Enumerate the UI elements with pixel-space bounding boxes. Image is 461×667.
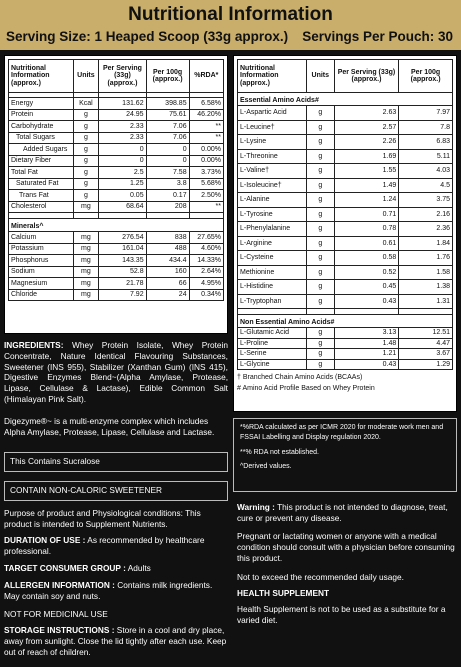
digezyme-text: Digezyme®~ is a multi-enzyme complex which includes Alpha Amylase, Protease, Lipase, Cellulase and Lactase. [4, 416, 215, 437]
nutrition-body [9, 93, 224, 301]
row-value: 2.16 [399, 207, 453, 222]
table-row [238, 135, 453, 150]
table-row [238, 222, 453, 237]
row-value: 0.61 [334, 236, 399, 251]
row-value: 434.4 [146, 255, 189, 267]
row-value: 7.06 [146, 121, 189, 133]
row-value: 4.47 [399, 338, 453, 349]
row-value: 46.20% [189, 109, 223, 121]
col-header: Per Serving (33g) (approx.) [99, 60, 146, 93]
row-value: 1.48 [334, 338, 399, 349]
row-value: 1.24 [334, 193, 399, 208]
row-value: 0.05 [99, 190, 146, 202]
row-value: 3.8 [146, 178, 189, 190]
table-row [9, 243, 224, 255]
row-value: mg [73, 278, 99, 290]
row-value: 0 [146, 155, 189, 167]
target-label: TARGET CONSUMER GROUP : [4, 563, 126, 573]
health-title: HEALTH SUPPLEMENT [237, 588, 330, 598]
table-row [238, 178, 453, 193]
row-value: 7.8 [399, 120, 453, 135]
row-label: Cholesterol [9, 201, 74, 213]
row-label: L-Aspartic Acid [238, 106, 307, 121]
row-value: 838 [146, 232, 189, 244]
row-value: 3.13 [334, 328, 399, 339]
row-value: 24 [146, 289, 189, 301]
row-value: 0.71 [334, 207, 399, 222]
row-value: 2.36 [399, 222, 453, 237]
section-title: Minerals^ [9, 219, 224, 232]
table-row [9, 289, 224, 301]
row-value: 1.84 [399, 236, 453, 251]
row-value: 1.21 [334, 349, 399, 360]
row-label: Chloride [9, 289, 74, 301]
warning-label: Warning : [237, 502, 275, 512]
row-value: mg [73, 266, 99, 278]
row-value: 2.33 [99, 132, 146, 144]
row-value: 143.35 [99, 255, 146, 267]
row-value: 52.8 [99, 266, 146, 278]
table-row [238, 265, 453, 280]
row-value: 4.03 [399, 164, 453, 179]
row-value: 0.58 [334, 251, 399, 266]
nutrition-table [8, 59, 224, 301]
table-row [9, 121, 224, 133]
table-row [238, 164, 453, 179]
table-row [238, 207, 453, 222]
health-text: Health Supplement is not to be used as a substitute for a varied diet. [237, 604, 446, 625]
row-label: Carbohydrate [9, 121, 74, 133]
bcaa-note: † Branched Chain Amino Acids (BCAAs) [237, 374, 363, 381]
row-value: ** [189, 132, 223, 144]
row-value: 160 [146, 266, 189, 278]
row-value: 1.69 [334, 149, 399, 164]
row-value: 2.64% [189, 266, 223, 278]
table-row [9, 201, 224, 213]
row-value: 75.61 [146, 109, 189, 121]
row-label: Methionine [238, 265, 307, 280]
row-value: g [73, 190, 99, 202]
row-value: 5.11 [399, 149, 453, 164]
duration [4, 535, 228, 557]
row-value: 0.78 [334, 222, 399, 237]
row-label: L-Glycine [238, 359, 307, 370]
row-value: 276.54 [99, 232, 146, 244]
page-title: Nutritional Information [128, 4, 333, 25]
row-label: L-Phenylalanine [238, 222, 307, 237]
row-value: 7.06 [146, 132, 189, 144]
row-label: L-Serine [238, 349, 307, 360]
row-value: g [306, 106, 334, 121]
section-title: Essential Amino Acids# [238, 93, 453, 106]
row-value: 1.29 [399, 359, 453, 370]
row-value: g [73, 132, 99, 144]
col-header: Nutritional Information (approx.) [9, 60, 74, 93]
row-value: g [306, 251, 334, 266]
row-label: Total Fat [9, 167, 74, 179]
row-value: g [306, 265, 334, 280]
row-value: 1.76 [399, 251, 453, 266]
row-label: L-Histidine [238, 280, 307, 295]
row-value: 4.95% [189, 278, 223, 290]
row-value: g [73, 167, 99, 179]
row-value: 161.04 [99, 243, 146, 255]
table-row [238, 338, 453, 349]
row-value: 4.60% [189, 243, 223, 255]
non-caloric-box: CONTAIN NON-CALORIC SWEETENER [4, 481, 228, 501]
col-header: Units [73, 60, 99, 93]
row-label: Phosphorus [9, 255, 74, 267]
amino-table [237, 59, 453, 370]
rda-notes-box [233, 418, 457, 492]
row-value: mg [73, 243, 99, 255]
row-value: g [306, 164, 334, 179]
row-label: Protein [9, 109, 74, 121]
row-value: 2.5 [99, 167, 146, 179]
table-row [238, 149, 453, 164]
row-value: ** [189, 201, 223, 213]
row-value: 68.64 [99, 201, 146, 213]
table-row [9, 132, 224, 144]
section-row [238, 93, 453, 106]
servings-per-pouch: Servings Per Pouch: 30 [302, 29, 453, 44]
row-value: 1.38 [399, 280, 453, 295]
row-value: g [306, 294, 334, 309]
row-value: 7.97 [399, 106, 453, 121]
allergen [4, 580, 228, 602]
row-value: 6.58% [189, 98, 223, 110]
row-label: L-Lysine [238, 135, 307, 150]
table-row [238, 193, 453, 208]
serving-size: Serving Size: 1 Heaped Scoop (33g approx.) [6, 29, 289, 44]
target-text: Adults [127, 563, 151, 573]
row-value: g [73, 121, 99, 133]
table-row [9, 109, 224, 121]
allergen-text: Contains milk ingredients. May contain soy and nuts. [4, 580, 213, 601]
row-value: mg [73, 201, 99, 213]
row-value: 0 [99, 144, 146, 156]
row-value: g [73, 155, 99, 167]
row-value: 2.57 [334, 120, 399, 135]
derived-values: ^Derived values. [240, 463, 292, 471]
row-value: 66 [146, 278, 189, 290]
row-value: g [73, 109, 99, 121]
row-value: 0 [99, 155, 146, 167]
col-header: Per 100g (approx.) [146, 60, 189, 93]
exceed-text: Not to exceed the recommended daily usage. [237, 572, 404, 582]
row-value: 7.58 [146, 167, 189, 179]
table-row [238, 349, 453, 360]
row-value: 4.5 [399, 178, 453, 193]
row-value: g [306, 359, 334, 370]
row-value: 3.73% [189, 167, 223, 179]
row-value: 14.33% [189, 255, 223, 267]
row-value: 2.26 [334, 135, 399, 150]
row-value: Kcal [73, 98, 99, 110]
row-label: L-Leucine† [238, 120, 307, 135]
col-header: Per Serving (33g) (approx.) [334, 60, 399, 93]
target-group [4, 563, 228, 574]
ingredients [4, 340, 228, 405]
row-label: L-Threonine [238, 149, 307, 164]
amino-body [238, 93, 453, 370]
row-label: Dietary Fiber [9, 155, 74, 167]
col-header: Units [306, 60, 334, 93]
row-value: 12.51 [399, 328, 453, 339]
allergen-label: ALLERGEN INFORMATION : [4, 580, 115, 590]
row-value: 0.43 [334, 294, 399, 309]
row-value: 27.65% [189, 232, 223, 244]
row-value: 1.25 [99, 178, 146, 190]
row-value: 3.75 [399, 193, 453, 208]
row-value: 0.00% [189, 144, 223, 156]
row-label: Calcium [9, 232, 74, 244]
row-value: 24.95 [99, 109, 146, 121]
warning [237, 502, 459, 524]
row-value: g [306, 120, 334, 135]
storage-label: STORAGE INSTRUCTIONS : [4, 625, 115, 635]
duration-label: DURATION OF USE : [4, 535, 86, 545]
row-value: 1.55 [334, 164, 399, 179]
table-row [238, 106, 453, 121]
left-nutrition-panel [4, 55, 228, 334]
warning-text: This product is not intended to diagnose, treat, cure or prevent any disease. [237, 502, 448, 523]
section-row [238, 315, 453, 328]
table-row [9, 278, 224, 290]
amino-profile-note: # Amino Acid Profile Based on Whey Protein [237, 384, 375, 392]
row-value: 208 [146, 201, 189, 213]
row-value: g [73, 144, 99, 156]
row-label: Saturated Fat [9, 178, 74, 190]
table-row [238, 280, 453, 295]
row-value: g [306, 149, 334, 164]
table-row [238, 294, 453, 309]
row-value: 0.00% [189, 155, 223, 167]
table-row [238, 236, 453, 251]
row-value: 6.83 [399, 135, 453, 150]
col-header: Nutritional Information (approx.) [238, 60, 307, 93]
row-label: Sodium [9, 266, 74, 278]
row-label: Energy [9, 98, 74, 110]
row-label: L-Alanine [238, 193, 307, 208]
row-label: Trans Fat [9, 190, 74, 202]
table-row [238, 251, 453, 266]
row-value: 3.67 [399, 349, 453, 360]
row-label: Added Sugars [9, 144, 74, 156]
row-value: g [306, 349, 334, 360]
storage-text: Store in a cool and dry place, away from sunlight. Close the lid tightly after each use. Keep out of reach of children. [4, 625, 227, 657]
row-label: L-Glutamic Acid [238, 328, 307, 339]
ingredients-label: INGREDIENTS: [4, 340, 64, 350]
table-row [238, 120, 453, 135]
row-value: g [306, 222, 334, 237]
row-label: L-Tryptophan [238, 294, 307, 309]
ingredients-text: Whey Protein Isolate, Whey Protein Concentrate, Nature Identical Flavouring Substances, Sweetener (INS 955), Stabilizer (Xanthan Gum) (INS 415), Digestive Enzymes Blend~(Alpha Amylase, Protease, Lipase, Cellulase & Lactase), Edible Common Salt (Himalayan Pink Salt). [4, 340, 228, 404]
row-value: g [306, 178, 334, 193]
header-band [0, 0, 461, 50]
row-label: L-Proline [238, 338, 307, 349]
row-value: 131.62 [99, 98, 146, 110]
row-value: 7.92 [99, 289, 146, 301]
row-value: ** [189, 121, 223, 133]
row-label: Total Sugars [9, 132, 74, 144]
table-row [9, 167, 224, 179]
row-label: L-Arginine [238, 236, 307, 251]
duration-text: As recommended by healthcare professional. [4, 535, 205, 556]
row-value: 0.43 [334, 359, 399, 370]
row-value: 1.49 [334, 178, 399, 193]
col-header: Per 100g (approx.) [399, 60, 453, 93]
table-row [9, 266, 224, 278]
table-row [9, 98, 224, 110]
row-label: Potassium [9, 243, 74, 255]
purpose-text: Purpose of product and Physiological conditions: This product is intended to Supplement Nutrients. [4, 508, 201, 529]
row-value: 1.58 [399, 265, 453, 280]
row-value: g [306, 280, 334, 295]
rda-not-established: **% RDA not established. [240, 448, 319, 456]
table-row [9, 144, 224, 156]
row-value: 398.85 [146, 98, 189, 110]
table-row [9, 178, 224, 190]
table-row [9, 190, 224, 202]
row-value: g [306, 328, 334, 339]
row-label: Magnesium [9, 278, 74, 290]
row-value: 2.33 [99, 121, 146, 133]
rda-note: *%RDA calculated as per ICMR 2020 for moderate work men and FSSAI Labelling and Display regulation 2020. [240, 424, 444, 441]
row-value: 0.17 [146, 190, 189, 202]
row-value: mg [73, 255, 99, 267]
row-value: 0.45 [334, 280, 399, 295]
table-row [238, 359, 453, 370]
col-header: %RDA* [189, 60, 223, 93]
row-label: L-Valine† [238, 164, 307, 179]
section-row [9, 219, 224, 232]
row-value: g [306, 338, 334, 349]
row-value: mg [73, 289, 99, 301]
row-label: L-Tyrosine [238, 207, 307, 222]
storage [4, 625, 228, 657]
row-value: 1.31 [399, 294, 453, 309]
table-row [9, 155, 224, 167]
row-value: g [306, 236, 334, 251]
right-amino-panel [233, 55, 457, 412]
sucralose-box: This Contains Sucralose [4, 452, 228, 472]
table-row [9, 255, 224, 267]
row-value: g [306, 135, 334, 150]
row-value: 0.52 [334, 265, 399, 280]
row-value: 5.68% [189, 178, 223, 190]
not-medicinal: NOT FOR MEDICINAL USE [4, 609, 108, 619]
row-value: g [73, 178, 99, 190]
row-value: g [306, 193, 334, 208]
section-title: Non Essential Amino Acids# [238, 315, 453, 328]
row-label: L-Isoleucine† [238, 178, 307, 193]
row-value: 2.50% [189, 190, 223, 202]
pregnant-text: Pregnant or lactating women or anyone with a medical condition should consult with a physician before consuming this product. [237, 531, 455, 563]
row-value: 488 [146, 243, 189, 255]
table-row [9, 232, 224, 244]
table-row [238, 328, 453, 339]
row-value: mg [73, 232, 99, 244]
row-value: 0 [146, 144, 189, 156]
row-value: 2.63 [334, 106, 399, 121]
row-label: L-Cysteine [238, 251, 307, 266]
row-value: g [306, 207, 334, 222]
row-value: 0.34% [189, 289, 223, 301]
row-value: 21.78 [99, 278, 146, 290]
